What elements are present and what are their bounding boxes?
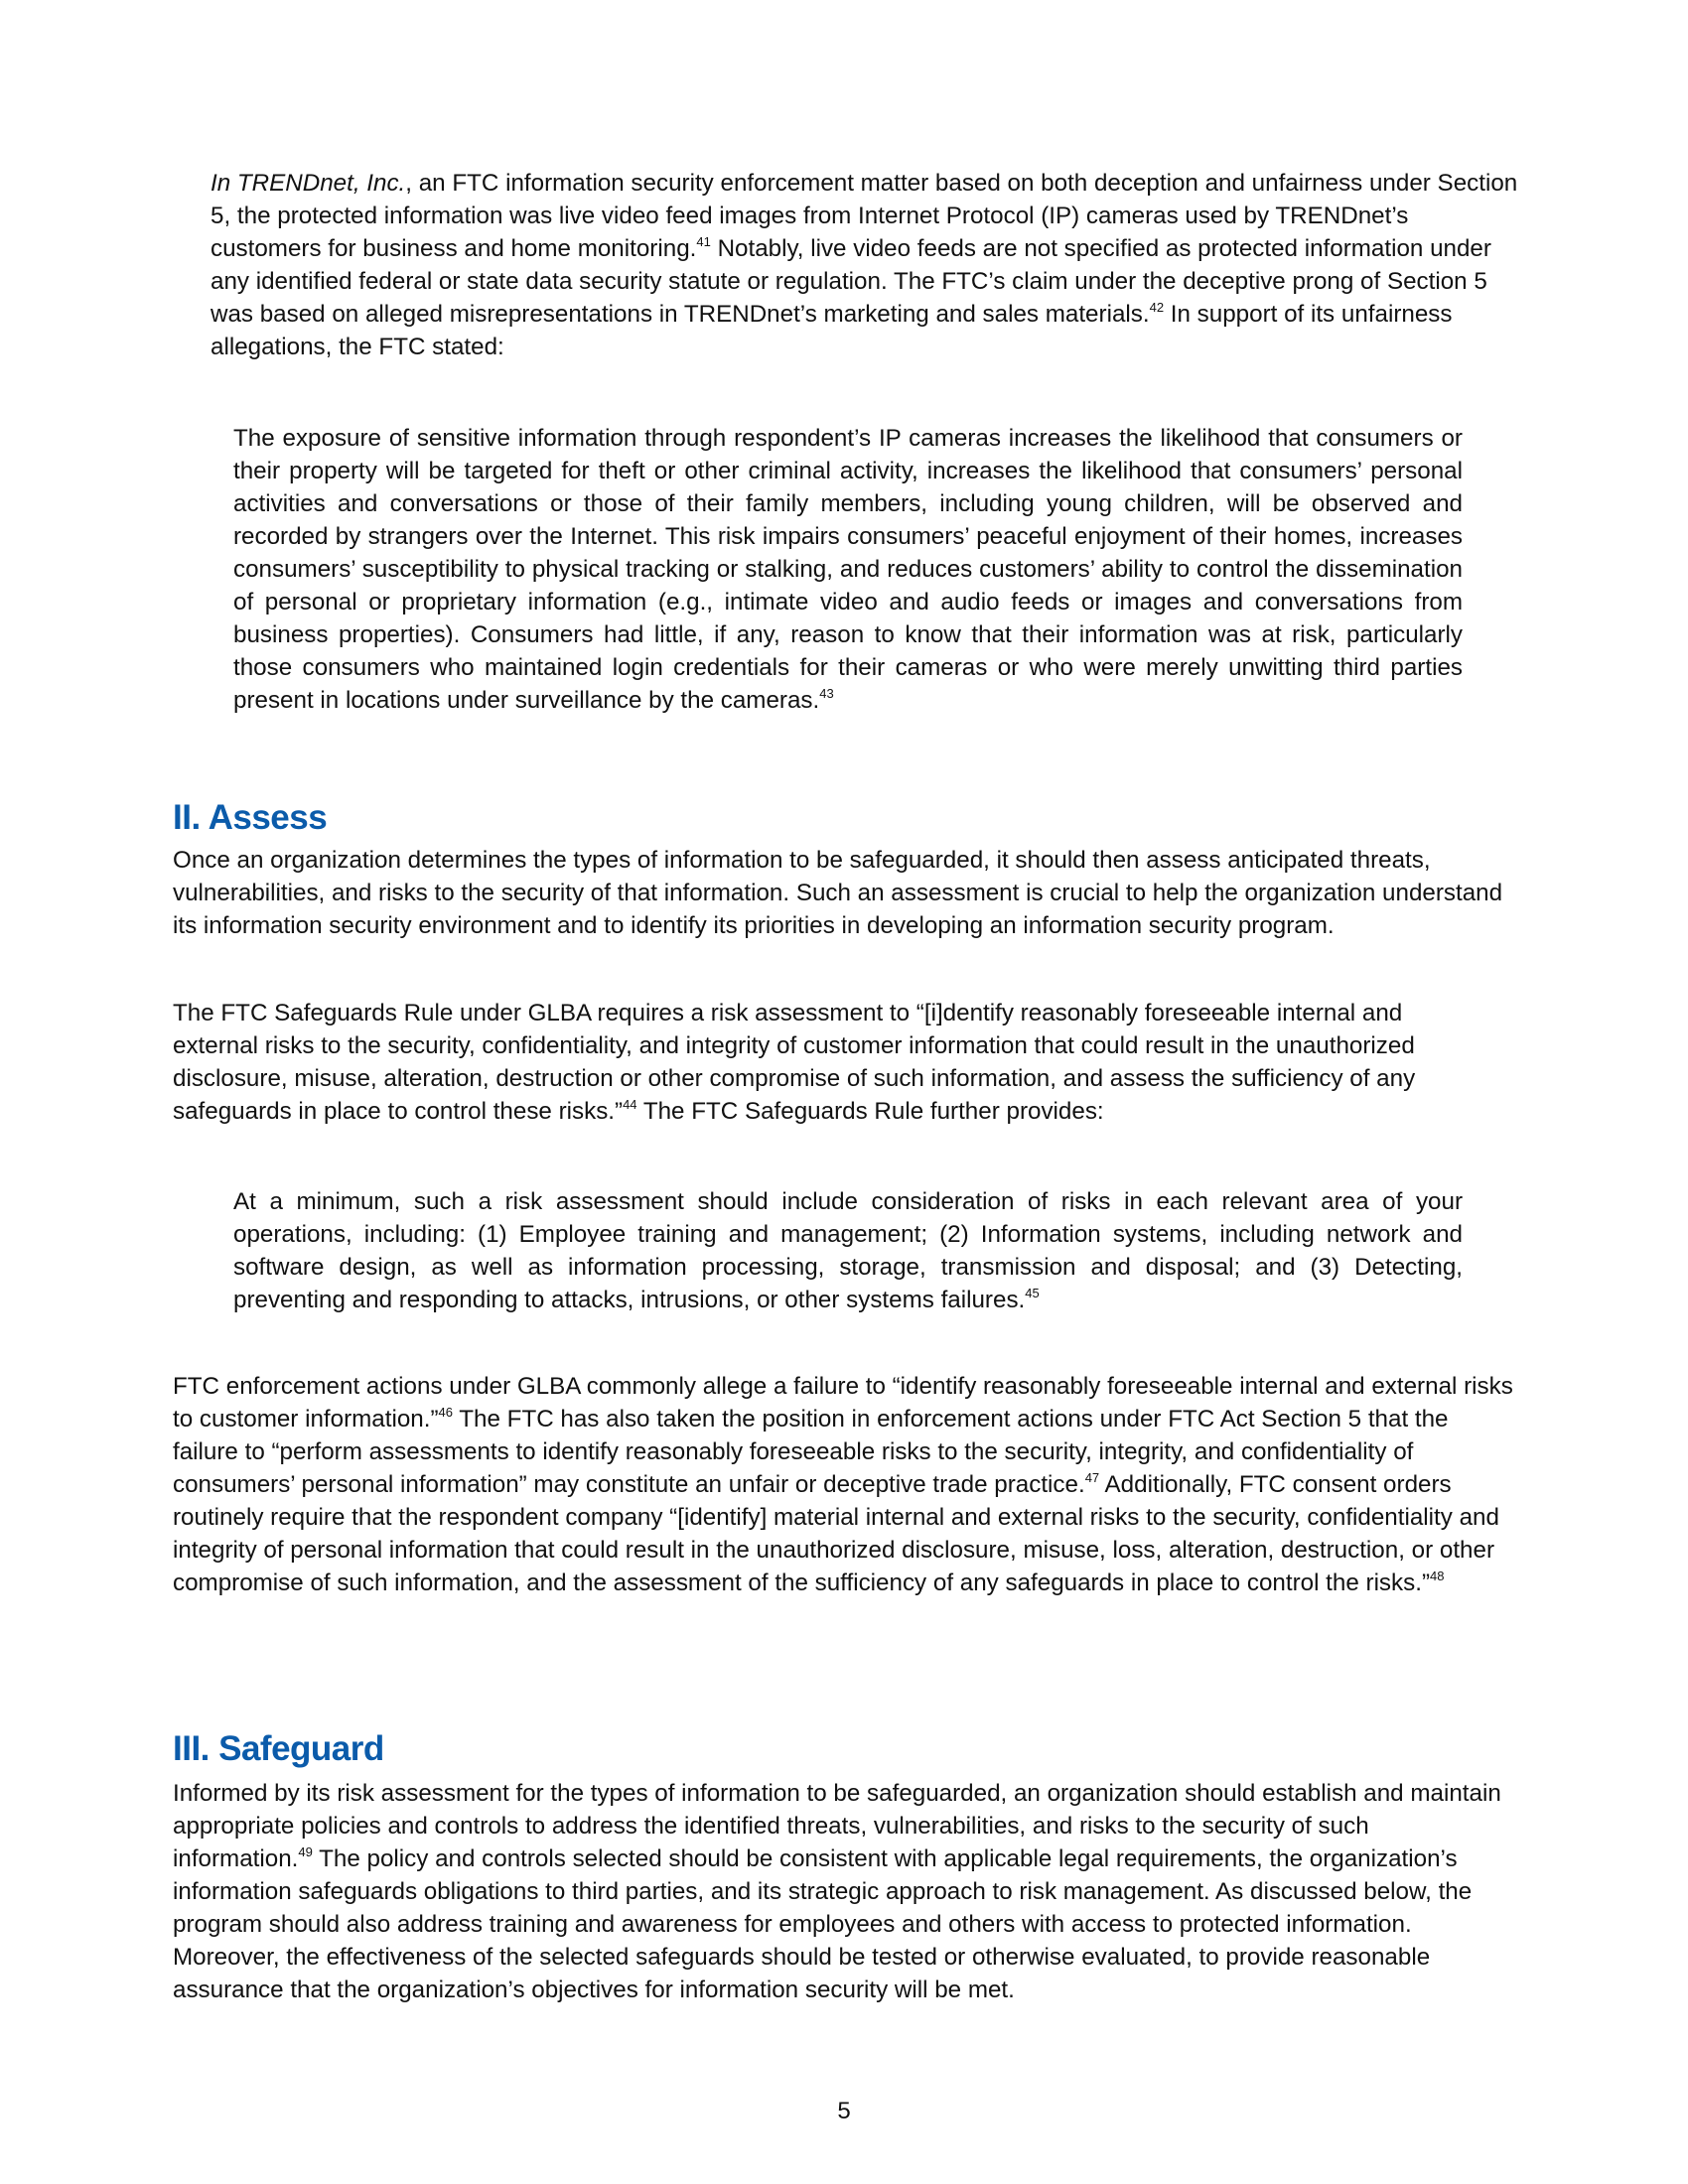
footnote-ref[interactable]: 49 xyxy=(298,1843,313,1859)
footnote-ref[interactable]: 43 xyxy=(819,685,834,701)
footnote-ref[interactable]: 45 xyxy=(1025,1285,1040,1300)
safeguard-paragraph-1: Informed by its risk assessment for the types of information to be safeguarded, an organization should establish and maintain appropriate policies and controls to address the identified threats, vulnerabilities, and risks to the security of such information.$^{49}$ The policy and controls selected should be consistent with applicable legal requirements, the organization’s information safeguards obligations to third parties, and its strategic approach to risk management. As discussed below, the program should also address training and awareness for employees and others with access to protected information. Moreover, the effectiveness of the selected safeguards should be tested or otherwise evaluated, to provide reasonable assurance that the organization’s objectives for information security will be met. xyxy=(173,1780,1501,2003)
intro-paragraph: In TRENDnet, Inc., an FTC information security enforcement matter based on both deception and unfairness under Section 5, the protected information was live video feed images from Internet Protocol (IP) cameras used by TRENDnet’s customers for business and home monitoring.$^{41}$ Notably, live video feeds are not specified as protected information under any identified federal or state data security statute or regulation. The FTC’s claim under the deceptive prong of Section 5 was based on alleged misrepresentations in TRENDnet’s marketing and sales materials.$^{42}$ In support of its unfairness allegations, the FTC stated: xyxy=(211,170,1518,360)
footnote-ref[interactable]: 47 xyxy=(1084,1469,1100,1485)
assess-paragraph-2: The FTC Safeguards Rule under GLBA requires a risk assessment to “[i]dentify reasonably foreseeable internal and external risks to the security, confidentiality, and integrity of customer information that could result in the unauthorized disclosure, misuse, alteration, destruction or other compromise of such information, and assess the sufficiency of any safeguards in place to control these risks.”$^{44}$ The FTC Safeguards Rule further provides: xyxy=(173,1000,1416,1125)
footnote-ref[interactable]: 48 xyxy=(1430,1568,1445,1583)
block-quote: The exposure of sensitive information through respondent’s IP cameras increases the likelihood that consumers or their property will be targeted for theft or other criminal activity, increases the likelihood that consumers’ personal activities and conversations or those of their family members, including young children, will be observed and recorded by strangers over the Internet. This risk impairs consumers’ peaceful enjoyment of their homes, increases consumers’ susceptibility to physical tracking or stalking, and reduces customers’ ability to control the dissemination of personal or proprietary information (e.g., intimate video and audio feeds or images and conversations from business properties). Consumers had little, if any, reason to know that their information was at risk, particularly those consumers who maintained login credentials for their cameras or who were merely unwitting third parties present in locations under surveillance by the cameras.$^{43}$ xyxy=(233,425,1463,714)
assess-paragraph-3: FTC enforcement actions under GLBA commonly allege a failure to “identify reasonably foreseeable internal and external risks to customer information.”$^{46}$ The FTC has also taken the position in enforcement actions under FTC Act Section 5 that the failure to “perform assessments to identify reasonably foreseeable risks to the security, integrity, and confidentiality of consumers’ personal information” may constitute an unfair or deceptive trade practice.$^{47}$ Additionally, FTC consent orders routinely require that the respondent company “[identify] material internal and external risks to the security, confidentiality and integrity of personal information that could result in the unauthorized disclosure, misuse, loss, alteration, destruction, or other compromise of such information, and the assessment of the sufficiency of any safeguards in place to control the risks.”$^{48}$ xyxy=(173,1373,1513,1596)
footnote-ref[interactable]: 44 xyxy=(623,1096,637,1112)
footnote-ref[interactable]: 41 xyxy=(696,233,711,249)
page-number: 5 xyxy=(837,2098,851,2124)
case-name: In TRENDnet, Inc. xyxy=(211,170,406,197)
assess-paragraph-1: Once an organization determines the types of information to be safeguarded, it should then assess anticipated threats, vulnerabilities, and risks to the security of that information. Such an assessment is crucial to help the organization understand its information security environment and to identify its priorities in developing an information security program. xyxy=(173,847,1503,939)
section-heading-assess: II. Assess xyxy=(173,798,328,837)
footnote-ref[interactable]: 46 xyxy=(438,1404,453,1420)
section-heading-safeguard: III. Safeguard xyxy=(173,1729,384,1768)
footnote-ref[interactable]: 42 xyxy=(1149,299,1165,315)
block-quote: At a minimum, such a risk assessment should include consideration of risks in each relevant area of your operations, including: (1) Employee training and management; (2) Information systems, including network and software design, as well as information processing, storage, transmission and disposal; and (3) Detecting, preventing and responding to attacks, intrusions, or other systems failures.$^{45}$ xyxy=(233,1188,1463,1313)
